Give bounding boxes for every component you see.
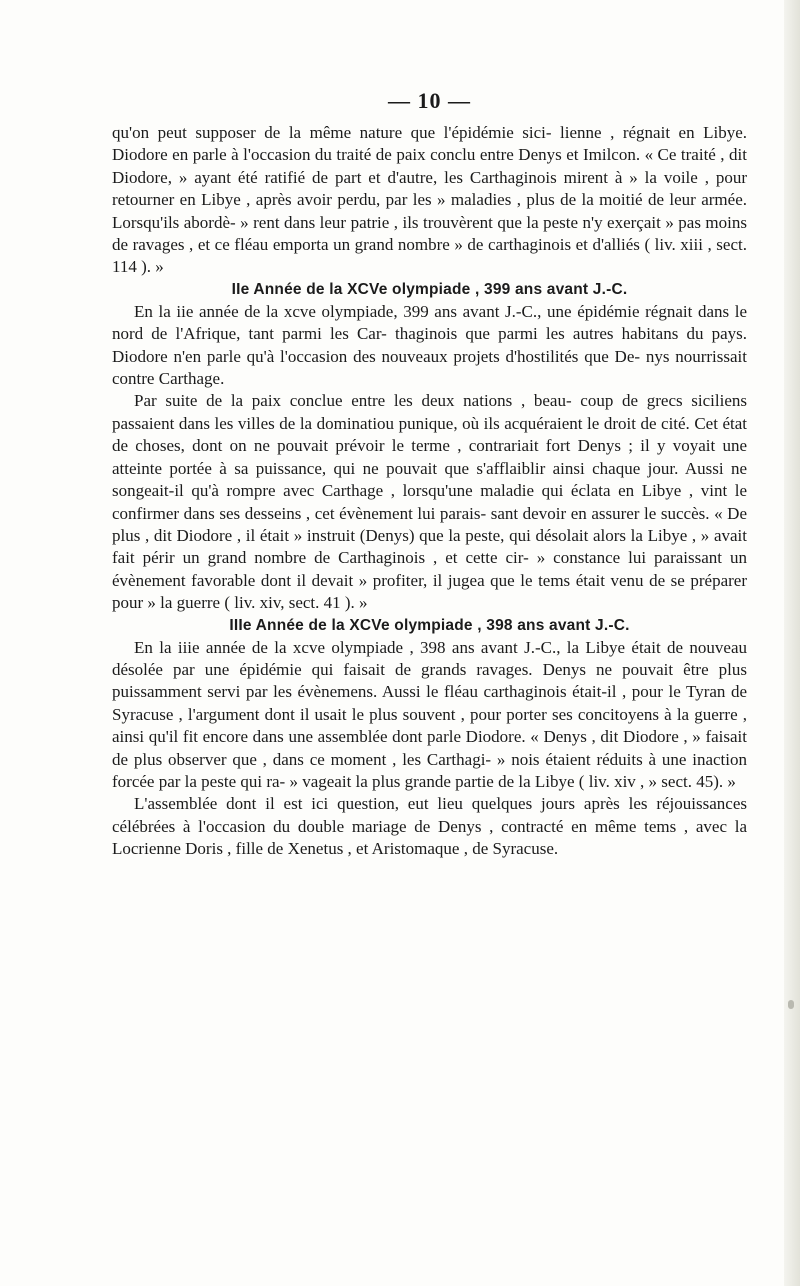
- scan-artifact: [788, 1000, 794, 1009]
- paragraph-peace-consequences: Par suite de la paix conclue entre les deux nations , beau- coup de grecs siciliens passaient dans les villes de la dominatiou punique, où ils acquéraient le droit de cité. Cet état de choses, dont on ne pouvait prévoir le terme , contrariait fort Denys ; il y voyait une atteinte portée à sa puissance, qui ne pouvait que s'afflaiblir ainsi chaque jour. Aussi ne songeait-il qu'à rompre avec Carthage , lorsqu'une maladie qui éclata en Libye , vint le confirmer dans ses desseins , cet évènement lui parais- sant devoir en assurer le succès. « De plus , dit Diodore , il était » instruit (Denys) que la peste, qui désolait alors la Libye , » avait fait périr un grand nombre de Carthaginois , et cette cir- » constance lui paraissant un évènement favorable dont il devait » profiter, il jugea que le tems était venu de se préparer pour » la guerre ( liv. xiv, sect. 41 ). »: [112, 391, 747, 613]
- paragraph-assembly: L'assemblée dont il est ici question, eut lieu quelques jours après les réjouissances célébrées à l'occasion du double mariage de Denys , contracté en même tems , avec la Locrienne Doris , fille de Xenetus , et Aristomaque , de Syracuse.: [112, 794, 747, 859]
- paragraph-continuation: qu'on peut supposer de la même nature que l'épidémie sici- lienne , régnait en Libye. Diodore en parle à l'occasion du traité de paix conclu entre Denys et Imilcon. « Ce traité , dit Diodore, » ayant été ratifié de part et d'autre, les Carthaginois mirent à » la voile , pour retourner en Libye , après avoir perdu, par les » maladies , plus de la moitié de leur armée. Lorsqu'ils abordè- » rent dans leur patrie , ils trouvèrent que la peste n'y exerçait » pas moins de ravages , et ce fléau emporta un grand nombre » de carthaginois et d'alliés ( liv. xiii , sect. 114 ). »: [112, 123, 747, 277]
- section-heading-399: IIe Année de la XCVe olympiade , 399 ans avant J.-C.: [231, 280, 628, 298]
- page-body: [112, 122, 747, 861]
- paragraph-epidemic-399: En la iie année de la xcve olympiade, 399 ans avant J.-C., une épidémie régnait dans le nord de l'Afrique, tant parmi les Car- thaginois que parmi les autres habitans du pays. Diodore n'en parle qu'à l'occasion des nouveaux projets d'hostilités que De- nys nourrissait contre Carthage.: [112, 301, 747, 389]
- section-heading-398: IIIe Année de la XCVe olympiade , 398 ans avant J.-C.: [229, 616, 630, 634]
- page-edge-shadow: [784, 0, 800, 1286]
- page-number: — 10 —: [388, 88, 471, 113]
- paragraph-epidemic-398: En la iiie année de la xcve olympiade , 398 ans avant J.-C., la Libye était de nouveau désolée par une épidémie qui faisait de grands ravages. Denys ne pouvait être plus puissamment servi par les évènemens. Aussi le fléau carthaginois était-il , pour le Tyran de Syracuse , l'argument dont il usait le plus souvent , pour porter ses concitoyens à la guerre , ainsi qu'il fit encore dans une assemblée dont parle Diodore. « Denys , dit Diodore , » faisait de plus observer que , dans ce moment , les Carthagi- » nois étaient réduits à une inaction forcée par la peste qui ra- » vageait la plus grande partie de la Libye ( liv. xiv , » sect. 45). »: [112, 637, 747, 791]
